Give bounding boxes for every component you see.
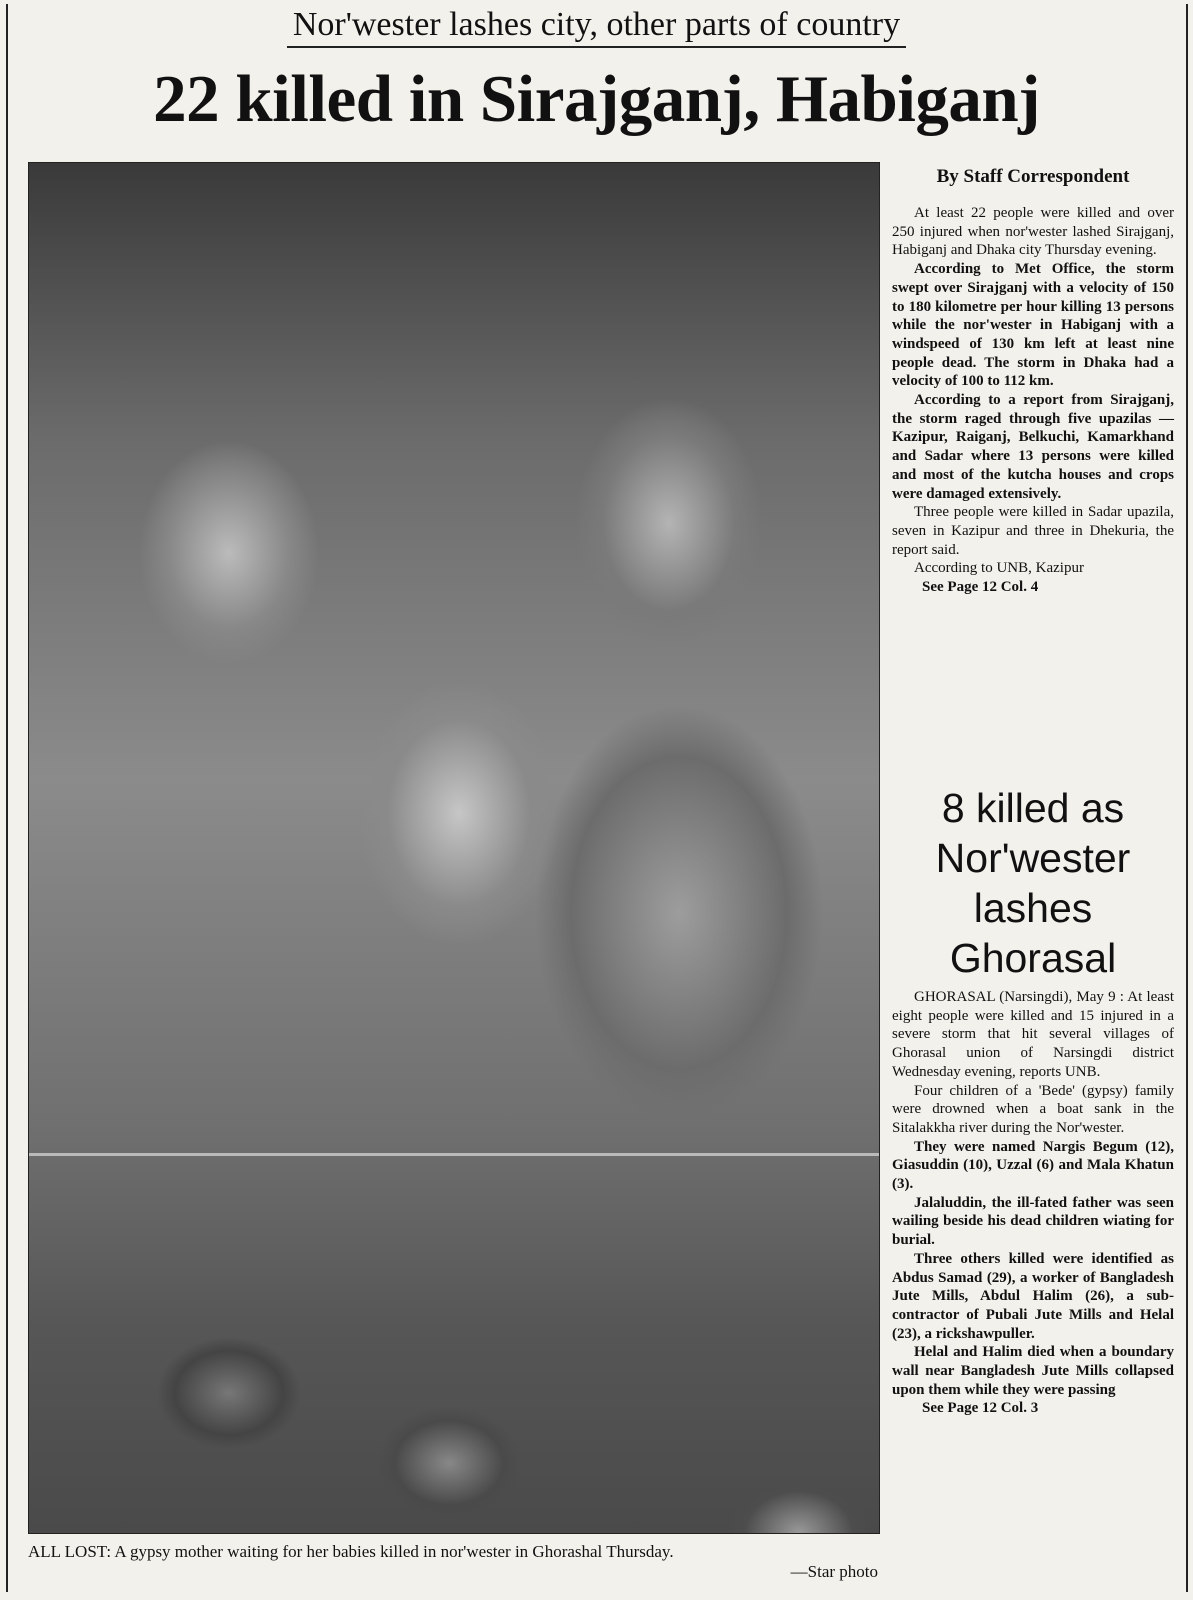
photo-caption bbox=[28, 1542, 878, 1581]
kicker-text: Nor'wester lashes city, other parts of country bbox=[287, 6, 906, 48]
story2-paragraph: GHORASAL (Narsingdi), May 9 : At least eight people were killed and 15 injured in a severe storm that hit several villages of Ghorasal union of Narsingdi district Wednesday evening, reports UNB. bbox=[892, 989, 1174, 1080]
caption-text: ALL LOST: A gypsy mother waiting for her babies killed in nor'wester in Ghorashal Thursday. bbox=[28, 1542, 674, 1561]
story1-paragraph: According to a report from Sirajganj, the storm raged through five upazilas — Kazipur, Raiganj, Belkuchi, Kamarkhand and Sadar where 13 persons were killed and most of the kutcha houses and crops were damaged extensively. bbox=[892, 392, 1174, 502]
story2-paragraph: They were named Nargis Begum (12), Giasuddin (10), Uzzal (6) and Mala Khatun (3). bbox=[892, 1138, 1174, 1193]
story2-jump: See Page 12 Col. 3 bbox=[922, 1400, 1039, 1417]
kicker-headline bbox=[0, 6, 1193, 48]
story2-paragraph: Four children of a 'Bede' (gypsy) family were drowned when a boat sank in the Sitalakkha river during the Nor'wester. bbox=[892, 1082, 1174, 1136]
photo-divider bbox=[29, 1153, 879, 1156]
story1-body bbox=[892, 204, 1174, 597]
story2-paragraph: Three others killed were identified as Abdus Samad (29), a worker of Bangladesh Jute Mills, Abdul Halim (26), a sub-contractor of Pubali Jute Mills and Helal (23), a rickshawpuller. bbox=[892, 1250, 1174, 1342]
main-headline: 22 killed in Sirajganj, Habiganj bbox=[153, 62, 1040, 136]
story1-paragraph: According to UNB, Kazipur bbox=[914, 560, 1084, 577]
photo-credit: —Star photo bbox=[790, 1562, 878, 1581]
story2-paragraph: Jalaluddin, the ill-fated father was seen wailing beside his dead children wiating for burial. bbox=[892, 1194, 1174, 1249]
news-photo bbox=[28, 162, 880, 1534]
story1-paragraph: At least 22 people were killed and over 250 injured when nor'wester lashed Sirajganj, Habiganj and Dhaka city Thursday evening. bbox=[892, 205, 1174, 259]
story2-paragraph: Helal and Halim died when a boundary wall near Bangladesh Jute Mills collapsed upon them while they were passing bbox=[892, 1344, 1174, 1398]
story1-jump: See Page 12 Col. 4 bbox=[922, 579, 1039, 596]
story2-headline: 8 killed as Nor'wester lashes Ghorasal bbox=[935, 785, 1131, 981]
story2-body bbox=[892, 988, 1174, 1418]
story1-paragraph: According to Met Office, the storm swept over Sirajganj with a velocity of 150 to 180 kilometre per hour killing 13 persons while the nor'wester in Habiganj with a windspeed of 130 km left at least nine people dead. The storm in Dhaka had a velocity of 100 to 112 km. bbox=[892, 261, 1174, 390]
byline: By Staff Correspondent bbox=[936, 166, 1130, 187]
story1-paragraph: Three people were killed in Sadar upazila, seven in Kazipur and three in Dhekuria, the report said. bbox=[892, 504, 1174, 558]
